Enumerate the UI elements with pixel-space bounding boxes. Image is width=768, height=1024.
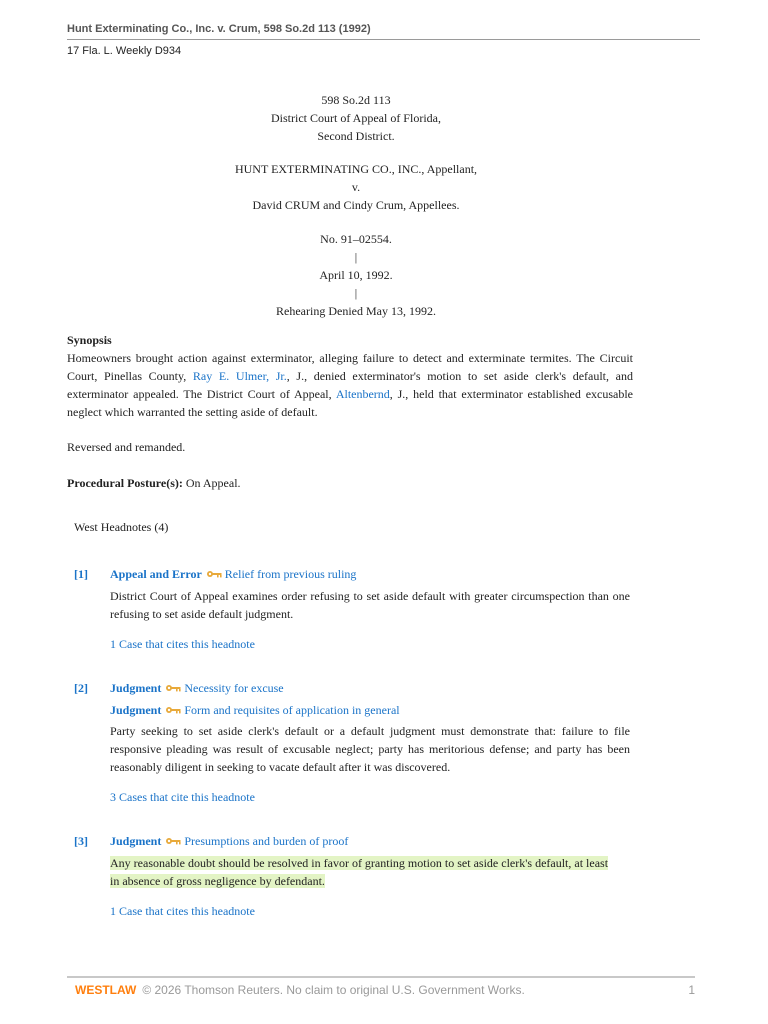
headnote-subtopic-link[interactable]: Form and requisites of application in general [184, 703, 400, 717]
headnote-text-1: District Court of Appeal examines order refusing to set aside default with greater circumspection than one refusing to set aside default judgment. [110, 589, 630, 621]
synopsis-text-part: , J., held that exterminator established excusable neglect which warranted the setting aside of default. [67, 387, 633, 419]
headnote-topic-line [110, 832, 348, 850]
appellees: David CRUM and Cindy Crum, Appellees. [252, 198, 460, 212]
headnote-number-3[interactable]: [3] [74, 834, 88, 848]
versus: v. [351, 180, 361, 194]
synopsis-text-part: , J., denied exterminator's motion to set aside clerk's default, and exterminator appealed. The District Court of Appeal, [67, 369, 634, 401]
case-caption-court [67, 91, 645, 145]
westlaw-logo: WESTLAW [75, 983, 137, 997]
headnote-topic-line [110, 565, 356, 583]
separator: | [354, 250, 358, 264]
headnotes-title: West Headnotes (4) [74, 520, 169, 534]
rehearing-date: Rehearing Denied May 13, 1992. [276, 304, 436, 318]
case-caption-dates [67, 230, 645, 320]
page-footer [67, 976, 695, 997]
citation: 598 So.2d 113 [321, 93, 391, 107]
court-name: District Court of Appeal of Florida, [271, 111, 441, 125]
headnote-subtopic-link[interactable]: Relief from previous ruling [224, 567, 357, 581]
author-link[interactable]: Altenbernd [335, 387, 390, 401]
headnote-topic-link[interactable]: Judgment [110, 703, 162, 717]
headnote-topic-link[interactable]: Appeal and Error [110, 567, 202, 581]
procedural-posture-label: Procedural Posture(s): [67, 476, 183, 490]
key-number-icon [206, 570, 222, 578]
key-number-icon [165, 684, 181, 692]
synopsis-section [67, 331, 633, 421]
key-number-icon [165, 706, 181, 714]
headnote-subtopic-link[interactable]: Presumptions and burden of proof [184, 834, 349, 848]
synopsis-text-part: Homeowners brought action against exterminator, alleging failure to detect and exterminate termites. The Circuit Court, Pinellas County, [67, 351, 633, 383]
headnote-topic-line [110, 701, 400, 719]
headnote-text-2: Party seeking to set aside clerk's default or a default judgment must demonstrate that: failure to file responsive pleading was result of excusable neglect; party has meritorious defense; and party has been reasonably diligent in seeking to vacate default after it was discovered. [110, 724, 630, 774]
synopsis-text [67, 349, 633, 421]
headnote-subtopic-link[interactable]: Necessity for excuse [184, 681, 284, 695]
headnote-cites-link-1[interactable]: 1 Case that cites this headnote [110, 637, 255, 651]
docket-number: No. 91–02554. [320, 232, 392, 246]
document-header-title: Hunt Exterminating Co., Inc. v. Crum, 598 So.2d 113 (1992) [67, 23, 700, 40]
separator: | [354, 286, 358, 300]
decision-date: April 10, 1992. [319, 268, 393, 282]
judge-link[interactable]: Ray E. Ulmer, Jr. [192, 369, 287, 383]
key-number-icon [165, 837, 181, 845]
headnote-cites-link-3[interactable]: 1 Case that cites this headnote [110, 904, 255, 918]
case-caption-parties [67, 160, 645, 214]
headnote-topic-link[interactable]: Judgment [110, 681, 162, 695]
synopsis-heading: Synopsis [67, 333, 112, 347]
headnote-number-2[interactable]: [2] [74, 681, 88, 695]
copyright-notice: © 2026 Thomson Reuters. No claim to original U.S. Government Works. [142, 983, 525, 997]
page-number: 1 [688, 983, 695, 997]
headnote-number-1[interactable]: [1] [74, 567, 88, 581]
document-header-subtitle: 17 Fla. L. Weekly D934 [67, 45, 182, 57]
headnote-topic-link[interactable]: Judgment [110, 834, 162, 848]
procedural-posture [67, 474, 633, 492]
procedural-posture-value: On Appeal. [182, 476, 241, 490]
headnote-text-3 [110, 854, 630, 890]
appellant: HUNT EXTERMINATING CO., INC., Appellant, [234, 162, 478, 176]
disposition: Reversed and remanded. [67, 440, 186, 454]
headnote-topic-line [110, 679, 284, 697]
court-district: Second District. [317, 129, 395, 143]
highlighted-text: in absence of gross negligence by defendant. [110, 874, 325, 888]
headnote-cites-link-2[interactable]: 3 Cases that cite this headnote [110, 790, 255, 804]
highlighted-text: Any reasonable doubt should be resolved in favor of granting motion to set aside clerk's default, at least [110, 856, 609, 870]
